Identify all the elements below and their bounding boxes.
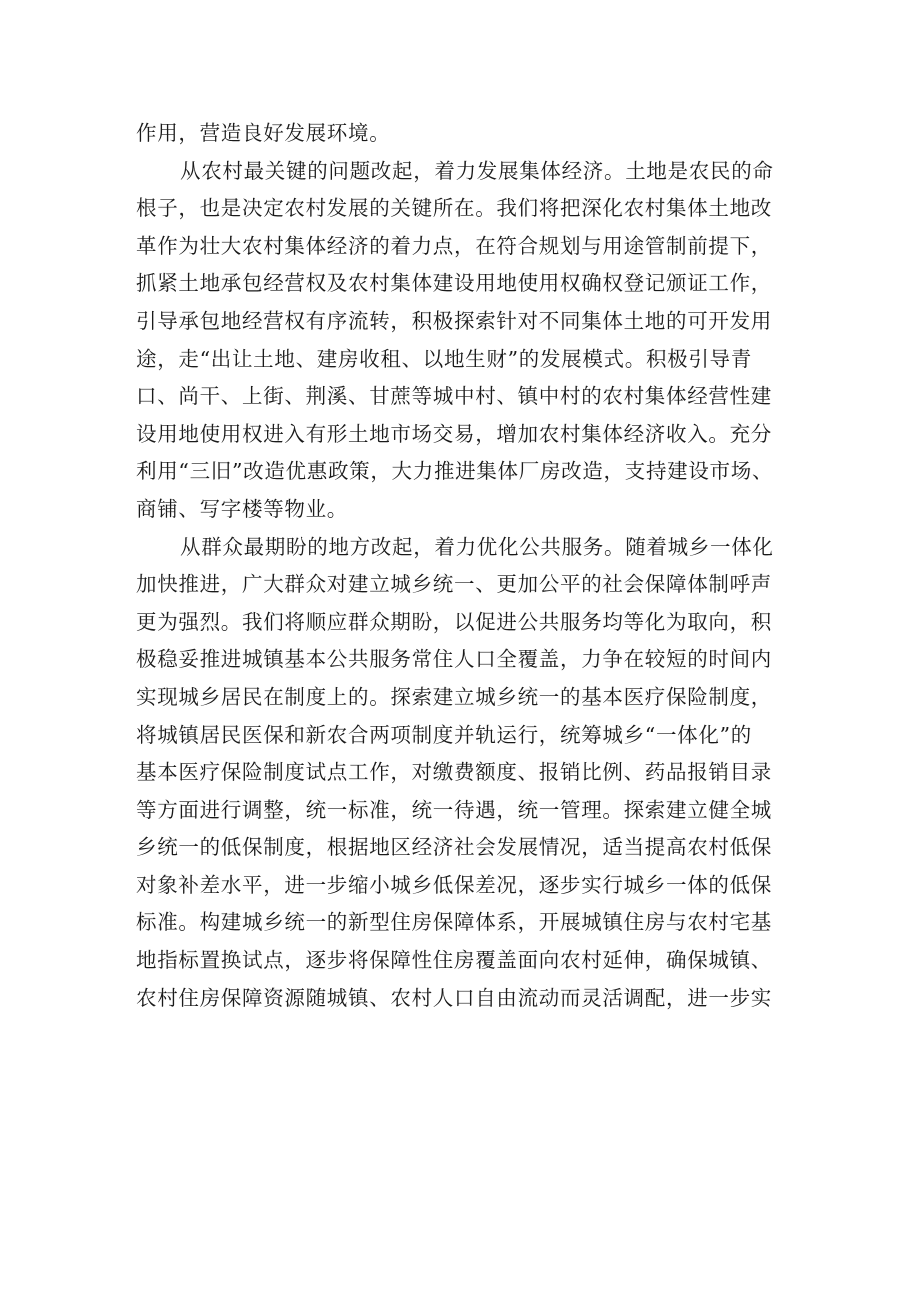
paragraph-first-line: 从农村最关键的问题改起，着力发展集体经济。土地是农民的命 — [180, 158, 774, 183]
text-line: 地指标置换试点，逐步将保障性住房覆盖面向农村延伸，确保城镇、 — [136, 948, 772, 973]
text-line: 基本医疗保险制度试点工作，对缴费额度、报销比例、药品报销目录 — [136, 760, 772, 785]
text-line: 乡统一的低保制度，根据地区经济社会发展情况，适当提高农村低保 — [136, 835, 772, 860]
text-line: 农村住房保障资源随城镇、农村人口自由流动而灵活调配，进一步实 — [136, 985, 772, 1010]
text-line: 商铺、写字楼等物业。 — [136, 496, 348, 521]
text-line: 利用“三旧”改造优惠政策，大力推进集体厂房改造，支持建设市场、 — [136, 459, 774, 484]
text-line: 更为强烈。我们将顺应群众期盼，以促进公共服务均等化为取向，积 — [136, 609, 772, 634]
text-line: 标准。构建城乡统一的新型住房保障体系，开展城镇住房与农村宅基 — [136, 910, 772, 935]
text-line: 口、尚干、上街、荆溪、甘蔗等城中村、镇中村的农村集体经营性建 — [136, 384, 772, 409]
text-line: 抓紧土地承包经营权及农村集体建设用地使用权确权登记颁证工作， — [136, 271, 772, 296]
paragraph-first-line: 从群众最期盼的地方改起，着力优化公共服务。随着城乡一体化 — [180, 534, 774, 559]
text-line: 等方面进行调整，统一标准，统一待遇，统一管理。探索建立健全城 — [136, 797, 772, 822]
text-line: 加快推进，广大群众对建立城乡统一、更加公平的社会保障体制呼声 — [136, 572, 772, 597]
text-line: 极稳妥推进城镇基本公共服务常住人口全覆盖，力争在较短的时间内 — [136, 647, 772, 672]
text-line: 根子，也是决定农村发展的关键所在。我们将把深化农村集体土地改 — [136, 196, 772, 221]
text-line: 引导承包地经营权有序流转，积极探索针对不同集体土地的可开发用 — [136, 308, 772, 333]
text-line: 革作为壮大农村集体经济的着力点，在符合规划与用途管制前提下， — [136, 233, 772, 258]
body-text — [136, 115, 796, 1017]
text-line: 途，走“出让土地、建房收租、以地生财”的发展模式。积极引导青 — [136, 346, 752, 371]
text-line: 将城镇居民医保和新农合两项制度并轨运行，统筹城乡“一体化”的 — [136, 722, 752, 747]
text-line: 设用地使用权进入有形土地市场交易，增加农村集体经济收入。充分 — [136, 421, 772, 446]
text-line: 作用，营造良好发展环境。 — [136, 121, 391, 145]
text-line: 对象补差水平，进一步缩小城乡低保差况，逐步实行城乡一体的低保 — [136, 872, 772, 897]
text-line: 实现城乡居民在制度上的。探索建立城乡统一的基本医疗保险制度， — [136, 684, 772, 709]
